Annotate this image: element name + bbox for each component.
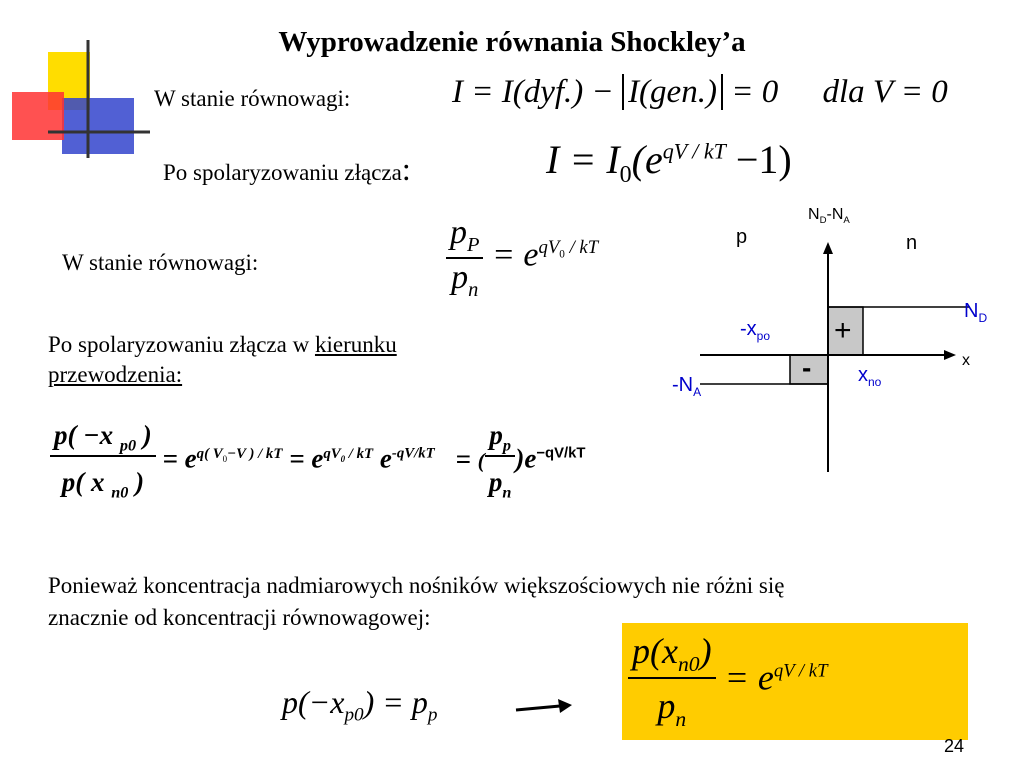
equilibrium-label-2: W stanie równowagi: [62, 250, 259, 275]
shockley-tail: −1) [725, 137, 792, 182]
shockley-sub0: 0 [619, 162, 632, 188]
na-N: -N [672, 374, 694, 396]
axis-y-sub-D: D [819, 215, 827, 227]
big-exp1-a: q( V [196, 445, 223, 462]
result-exp: qV / kT [773, 660, 828, 682]
shockley-paren: (e [631, 137, 663, 182]
big-f2-num: p [489, 420, 503, 450]
xpo-label [740, 318, 770, 343]
axis-y-sub-A: A [843, 215, 850, 227]
big-eq1: = e [162, 443, 197, 474]
xno-x: x [858, 364, 868, 386]
result-den: p [657, 686, 676, 727]
forward-label-text: Po spolaryzowaniu złącza w [48, 332, 315, 357]
big-f1-num-close: ) [136, 420, 152, 450]
p-region-label: p [736, 226, 748, 248]
ratio-eq: = e [491, 236, 539, 274]
forward-label-underlined-1: kierunku [314, 332, 397, 357]
xno-label [858, 364, 881, 389]
boundary-lhs: p(−x [282, 684, 345, 720]
big-close-e: )e [515, 443, 537, 474]
big-e3: e [379, 443, 392, 474]
result-den-sub: n [675, 707, 687, 732]
result-num-close: ) [699, 631, 712, 671]
nd-label [964, 300, 987, 325]
result-eq: = e [724, 657, 774, 698]
polarized-label-text: Po spolaryzowaniu złącza [163, 160, 402, 185]
equilibrium-label-1: W stanie równowagi: [154, 86, 351, 111]
forward-label-underlined-2: przewodzenia: [48, 362, 183, 387]
implies-arrow [514, 696, 574, 725]
ratio-fraction [446, 214, 483, 302]
polarized-label [163, 151, 411, 188]
ratio-num: p [450, 214, 467, 251]
nd-N: N [964, 300, 979, 322]
ratio-exp: qV [538, 237, 560, 259]
big-exp4: −qV/kT [536, 445, 586, 462]
forward-bias-label [48, 330, 397, 390]
equilibrium-ratio-equation [446, 214, 598, 302]
eq1-condition: dla V = 0 [822, 74, 948, 110]
plus-charge: + [834, 314, 852, 347]
boundary-rhs-sub: p [427, 704, 438, 726]
big-fraction-1 [50, 420, 156, 503]
result-num: p(x [632, 631, 678, 671]
big-exp3: -qV/kT [391, 445, 435, 462]
equilibrium-equation-1 [452, 74, 948, 111]
axis-y-label [808, 206, 850, 226]
big-eq3: = [455, 443, 471, 474]
result-equation [628, 630, 828, 732]
ratio-den: p [451, 258, 469, 296]
big-f1-den-sub: n0 [111, 483, 129, 502]
big-exp1-sub: 0 [222, 453, 228, 464]
shockley-exp: qV / kT [662, 138, 726, 164]
eq1-abs-gen: I(gen.) [622, 74, 723, 110]
na-sub: A [693, 385, 702, 399]
polarized-label-colon: : [401, 151, 411, 187]
nd-sub: D [978, 311, 988, 325]
big-eq2: = e [289, 443, 324, 474]
slide-title: Wyprowadzenie równania Shockley’a [278, 26, 746, 58]
big-f1-num-sub: p0 [119, 436, 137, 455]
big-f2-den-sub: n [502, 483, 512, 502]
axis-y-NA: -N [826, 206, 844, 223]
ratio-den-sub: n [468, 278, 479, 301]
n-region-label: n [906, 232, 918, 254]
doping-profile-diagram [660, 200, 1000, 480]
boundary-lhs-sub: p0 [344, 704, 364, 726]
ratio-num-sub: P [467, 233, 480, 256]
big-exp1-b: −V ) / kT [227, 445, 283, 462]
axis-y-N: N [808, 206, 820, 223]
shockley-equation [546, 136, 792, 189]
big-f1-num: p( −x [54, 420, 120, 450]
ratio-exp-tail: / kT [564, 237, 599, 259]
big-f2-num-sub: p [502, 436, 511, 455]
result-fraction [628, 630, 716, 732]
eq1-part-a: I = I(dyf.) − [452, 74, 623, 110]
minus-charge: - [802, 352, 812, 383]
x-axis-label: x [962, 352, 970, 369]
xpo-sub: po [756, 329, 771, 343]
boundary-rhs: ) = p [363, 684, 428, 720]
big-f2-den: p [488, 467, 503, 498]
xno-sub: no [868, 375, 882, 389]
na-label [672, 374, 701, 399]
conclusion-line-1: Ponieważ koncentracja nadmiarowych nośników większościowych nie różni się [48, 573, 785, 598]
shockley-I: I = I [546, 137, 620, 182]
slide-number: 24 [943, 736, 964, 756]
big-fraction-2 [485, 420, 516, 503]
boundary-equation [282, 684, 437, 726]
big-exp2-b: / kT [345, 445, 374, 462]
big-f1-den-close: ) [128, 467, 145, 498]
big-exp2-sub: 0 [340, 453, 346, 464]
result-num-sub: n0 [677, 652, 700, 677]
big-open-paren: ( [477, 448, 485, 473]
eq1-part-c: = 0 [722, 74, 779, 110]
conclusion-line-2: znacznie od koncentracji równowagowej: [48, 605, 431, 630]
big-f1-den: p( x [61, 467, 112, 498]
ratio-exp-sub: 0 [559, 249, 565, 261]
forward-bias-equation [50, 420, 585, 503]
xpo-x: -x [740, 318, 757, 340]
big-exp2-a: qV [323, 445, 341, 462]
